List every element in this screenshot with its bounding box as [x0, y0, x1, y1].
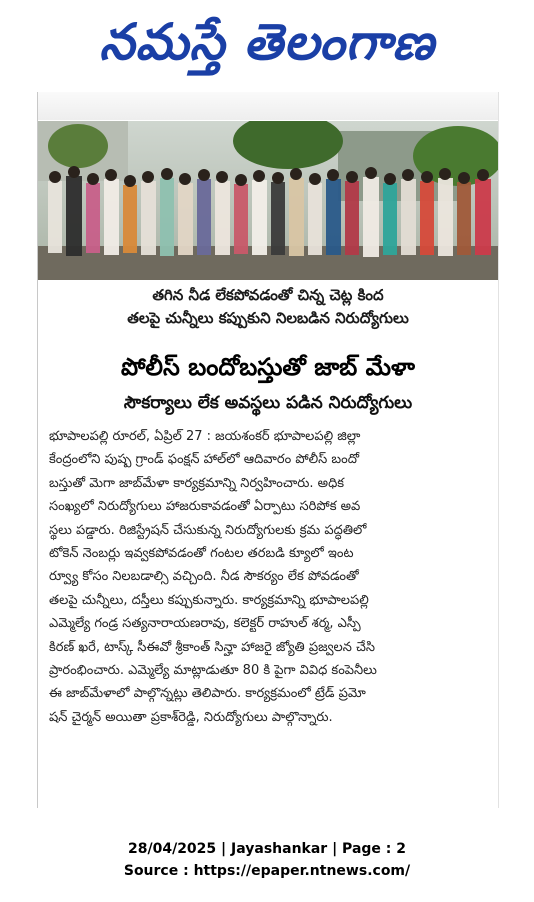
article-subheadline: సౌకర్యాలు లేక అవస్థలు పడిన నిరుద్యోగులు	[123, 393, 413, 413]
clipping-footer	[0, 838, 534, 882]
body-line: షన్ చైర్మన్ అయితా ప్రకాశ్‌రెడ్డి, నిరుద్యోగులు పాల్గొన్నారు.	[49, 709, 333, 725]
article-body	[49, 425, 489, 729]
body-line: ఈ జాబ్‌మేళాలో పాల్గొన్నట్లు తెలిపారు. కార్యక్రమంలో ట్రేడ్ ప్రమో	[49, 686, 366, 702]
body-line: తలపై చున్నీలు, దస్తీలు కప్పుకున్నారు. కార్యక్రమాన్ని భూపాలపల్లి	[49, 592, 369, 608]
footer-source-link[interactable]: Source : https://epaper.ntnews.com/	[123, 863, 411, 879]
body-line: భూపాలపల్లి రూరల్, ఏప్రిల్ 27 : జయశంకర్ భూపాలపల్లి జిల్లా	[49, 429, 361, 444]
newspaper-masthead: నమస్తే తెలంగాణ	[99, 12, 435, 71]
body-line: బస్తుతో మెగా జాబ్‌మేళా కార్యక్రమాన్ని నిర్వహించారు. అధిక	[49, 475, 345, 491]
photo-caption-line: తగిన నీడ లేకపోవడంతో చిన్న చెట్ల కింద	[152, 286, 384, 304]
body-line: కిరణ్ ఖరే, టాస్క్ సీఈవో శ్రీకాంత్ సిన్హా హాజరై జ్యోతి ప్రజ్వలన చేసి	[49, 639, 376, 655]
photo-caption	[38, 284, 498, 330]
footer-date-edition-page: 28/04/2025 | Jayashankar | Page : 2	[128, 841, 406, 857]
body-line: స్థలు పడ్డారు. రిజిస్ట్రేషన్ చేసుకున్న నిరుద్యోగులకు క్రమ పద్ధతిలో	[49, 522, 367, 538]
photo-caption-line: తలపై చున్నీలు కప్పుకుని నిలబడిన నిరుద్యోగులు	[127, 309, 409, 327]
article-photo	[38, 121, 498, 280]
body-line: కేంద్రంలోని పుష్ప గ్రాండ్ ఫంక్షన్ హాల్‌లో ఆదివారం పోలీస్ బందో	[49, 452, 360, 468]
article-clipping	[37, 92, 499, 808]
article-headline: పోలీస్ బందోబస్తుతో జాబ్ మేళా	[120, 353, 415, 381]
clipping-top-strip	[38, 92, 498, 120]
body-line: ప్రారంభించారు. ఎమ్మెల్యే మాట్లాడుతూ 80 కి పైగా వివిధ కంపెనీలు	[49, 663, 377, 679]
body-line: ర్వ్యూ కోసం నిలబడాల్సి వచ్చింది. నీడ సౌకర్యం లేక పోవడంతో	[49, 569, 359, 585]
body-line: ఎమ్మెల్యే గండ్ర సత్యనారాయణరావు, కలెక్టర్ రాహుల్ శర్మ, ఎస్పీ	[49, 616, 361, 632]
body-line: సంఖ్యలో నిరుద్యోగులు హాజరుకావడంతో ఏర్పాటు సరిపోక అవ	[49, 499, 361, 515]
body-line: టోకెన్ నెంబర్లు ఇవ్వకపోవడంతో గంటల తరబడి క్యూలో ఇంట	[49, 546, 354, 562]
